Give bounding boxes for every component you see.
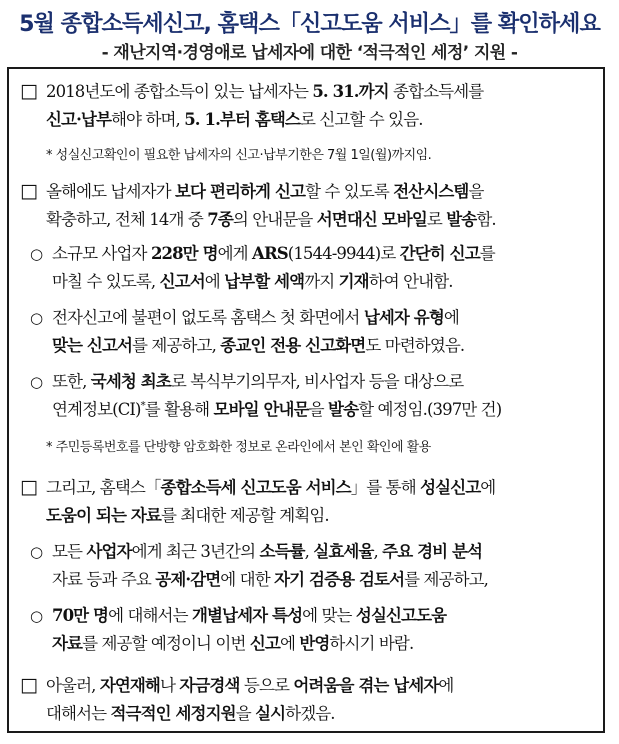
section-1-line-2: 신고·납부해야 하며, 5. 1.부터 홈택스로 신고할 수 있음. (46, 110, 423, 129)
section-1-footnote: * 성실신고확인이 필요한 납세자의 신고·납부기한은 7월 1일(월)까지임. (46, 148, 432, 163)
square-bullet: □ (20, 80, 38, 102)
section-3-line-2: 도움이 되는 자료를 최대한 제공할 계획임. (46, 506, 329, 525)
section-2-item-2-line-1: ○ 전자신고에 불편이 없도록 홈택스 첫 화면에서 납세자 유형에 (30, 308, 459, 327)
square-bullet: □ (20, 180, 38, 202)
section-1-line-1: □ 2018년도에 종합소득이 있는 납세자는 5. 31.까지 종합소득세를 (20, 80, 484, 102)
section-2-line-1: □ 올해에도 납세자가 보다 편리하게 신고할 수 있도록 전산시스템을 (20, 180, 484, 202)
circle-bullet: ○ (30, 373, 43, 391)
section-3-item-2-line-1: ○ 70만 명에 대해서는 개별납세자 특성에 맞는 성실신고도움 (30, 606, 447, 625)
circle-bullet: ○ (30, 607, 43, 625)
asterisk-mark: * (140, 400, 145, 412)
section-4-line-1: □ 아울러, 자연재해나 자금경색 등으로 어려움을 겪는 납세자에 (20, 674, 454, 696)
section-3-item-1-line-2: 자료 등과 주요 공제·감면에 대한 자기 검증용 검토서를 제공하고, (52, 570, 489, 589)
asterisk-mark: * (46, 148, 52, 163)
section-2-item-1-line-2: 마칠 수 있도록, 신고서에 납부할 세액까지 기재하여 안내함. (52, 272, 453, 291)
circle-bullet: ○ (30, 309, 43, 327)
section-2-item-3-line-2: 연계정보(CI)*를 활용해 모바일 안내문을 발송할 예정임.(397만 건) (52, 400, 502, 419)
section-2-line-2: 확충하고, 전체 14개 중 7종의 안내문을 서면대신 모바일로 발송함. (46, 210, 496, 229)
page-subtitle: - 재난지역·경영애로 납세자에 대한 ‘적극적인 세정’ 지원 - (101, 43, 518, 63)
square-bullet: □ (20, 476, 38, 498)
section-2-item-1-line-1: ○ 소규모 사업자 228만 명에게 ARS(1544-9944)로 간단히 신고를 (30, 244, 495, 263)
section-3-line-1: □ 그리고, 홈택스「종합소득세 신고도움 서비스」를 통해 성실신고에 (20, 476, 496, 498)
section-2-item-2-line-2: 맞는 신고서를 제공하고, 종교인 전용 신고화면도 마련하였음. (52, 336, 465, 355)
page-title: 5월 종합소득세신고, 홈택스「신고도움 서비스」를 확인하세요 (19, 11, 600, 37)
square-bullet: □ (20, 674, 38, 696)
section-4-line-2: 대해서는 적극적인 세정지원을 실시하겠음. (46, 704, 335, 723)
section-3-item-2-line-2: 자료를 제공할 예정이니 이번 신고에 반영하시기 바람. (52, 634, 414, 653)
circle-bullet: ○ (30, 543, 43, 561)
section-2-item-3-line-1: ○ 또한, 국세청 최초로 복식부기의무자, 비사업자 등을 대상으로 (30, 372, 464, 391)
section-2-footnote: * 주민등록번호를 단방향 암호화한 정보로 온라인에서 본인 확인에 활용 (46, 440, 431, 455)
asterisk-mark: * (46, 440, 52, 455)
section-3-item-1-line-1: ○ 모든 사업자에게 최근 3년간의 소득률, 실효세율, 주요 경비 분석 (30, 542, 483, 561)
circle-bullet: ○ (30, 245, 43, 263)
